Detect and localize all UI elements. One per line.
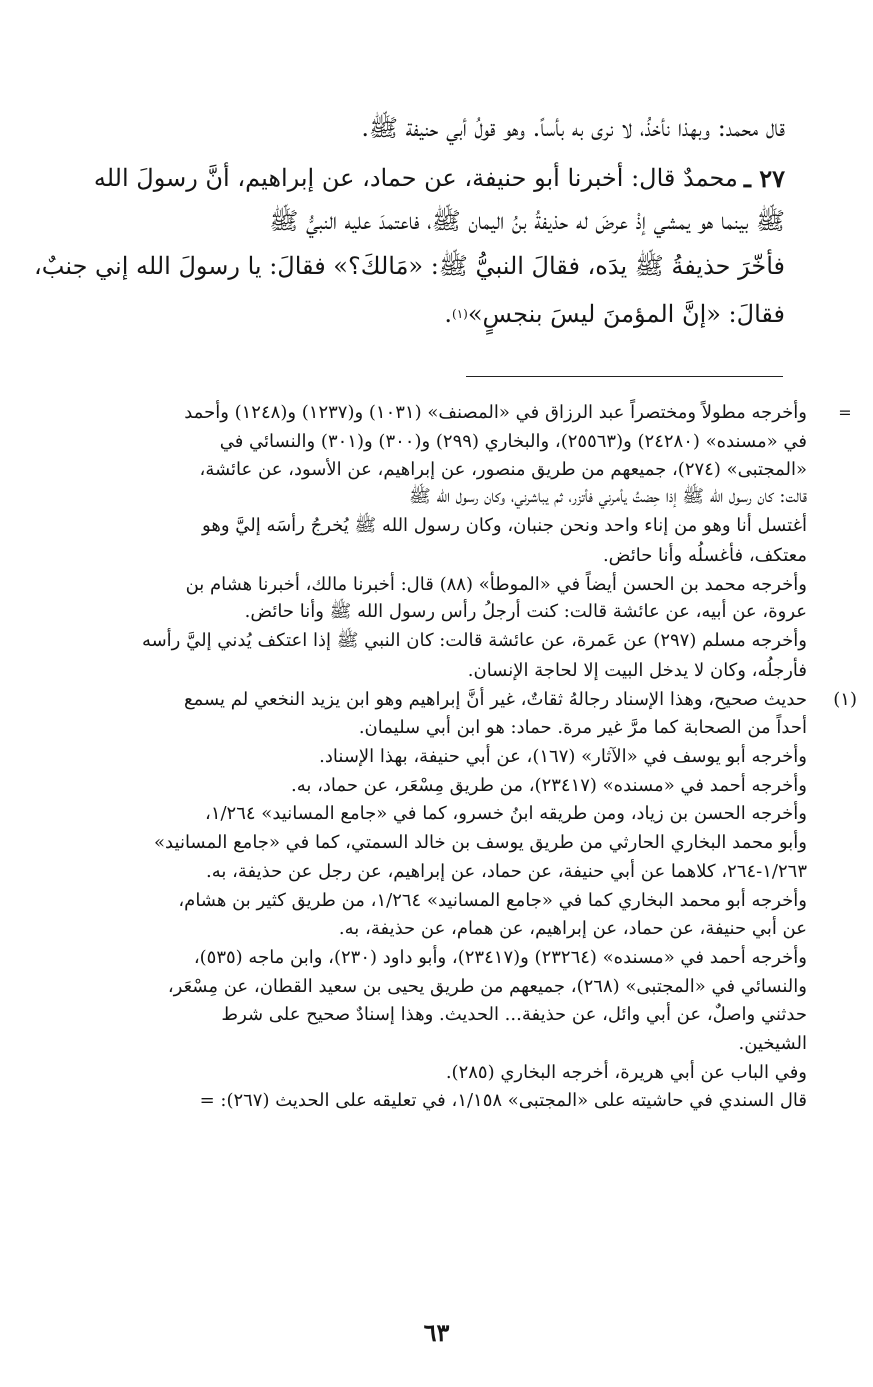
page-number: ٦٣ <box>423 1318 450 1347</box>
footnote-1-line <box>65 1029 807 1058</box>
footnote-text: حدثني واصلٌ، عن أبي وائل، عن حذيفة... الحديث. وهذا إسنادٌ صحيح على شرط <box>221 1004 807 1026</box>
footnote-text: الشيخين. <box>738 1032 807 1054</box>
footnote-text: وأخرجه أبو يوسف في «الآثار» (١٦٧)، عن أبي حنيفة، بهذا الإسناد. <box>319 746 807 768</box>
footnote-1-line <box>65 1058 807 1087</box>
footnote-cont-line <box>65 398 852 427</box>
footnote-text: وأبو محمد البخاري الحارثي من طريق يوسف بن خالد السمتي، كما في «جامع المسانيد» <box>154 832 807 854</box>
footnote-text: حديث صحيح، وهذا الإسناد رجالهُ ثقاتٌ، غير أنَّ إبراهيم وهو ابن يزيد النخعي لم يسمع <box>183 688 807 710</box>
footnote-1-line <box>65 972 807 1001</box>
footnote-text: وفي الباب عن أبي هريرة، أخرجه البخاري (٢٨٥). <box>445 1061 807 1083</box>
footnote-text: وأخرجه أبو محمد البخاري كما في «جامع المسانيد» ١/٢٦٤، من طريق كثير بن هشام، <box>178 889 807 911</box>
footnote-cont-line <box>65 628 807 657</box>
hadith-number: ٢٧ ـ <box>743 164 785 193</box>
footnote-text: قالت: كان رسول الله ﷺ إذا حِضتُ يأمرني فأتزر، ثم يباشرني، وكان رسول الله ﷺ <box>409 486 807 508</box>
footnote-text: أغتسل أنا وهو من إناء واحد ونحن جنبان، وكان رسول الله ﷺ يُخرجُ رأسَه إليَّ وهو <box>202 515 807 537</box>
footnote-text: وأخرجه أحمد في «مسنده» (٢٣٤١٧)، من طريق مِسْعَر، عن حماد، به. <box>291 774 807 796</box>
footnote-cont-line <box>65 484 807 513</box>
footnote-text: وأخرجه الحسن بن زياد، ومن طريقه ابنُ خسرو، كما في «جامع المسانيد» ١/٢٦٤، <box>205 803 807 825</box>
footnote-1-line <box>65 828 807 857</box>
footnote-1-line <box>65 685 857 714</box>
footnote-text: وأخرجه محمد بن الحسن أيضاً في «الموطأ» (٨٨) قال: أخبرنا مالك، أخبرنا هشام بن <box>185 573 807 595</box>
main-line-2 <box>65 156 785 201</box>
footnote-1-line <box>65 943 807 972</box>
main-line-5-end: . <box>444 299 452 328</box>
continuation-marker: = <box>838 402 852 422</box>
footnote-1-line <box>65 1087 807 1116</box>
footnote-1-line <box>65 714 807 743</box>
footnote-1-line <box>65 886 807 915</box>
footnote-text: وأخرجه أحمد في «مسنده» (٢٣٢٦٤) و(٢٣٤١٧)، وأبو داود (٢٣٠)، وابن ماجه (٥٣٥)، <box>193 946 807 968</box>
footnote-1-line <box>65 857 807 886</box>
main-line-4-text: فأخّرَ حذيفةُ ﷺ يدَه، فقالَ النبيُّ ﷺ: «مَالكَ؟» فقالَ: يا رسولَ الله إني جنبٌ، <box>34 252 785 280</box>
footnote-text: وأخرجه مسلم (٢٩٧) عن عَمرة، عن عائشة قالت: كان النبي ﷺ إذا اعتكف يُدني إليَّ رأسه <box>141 629 807 651</box>
footnote-1-line <box>65 771 807 800</box>
footnote-text: عروة، عن أبيه، عن عائشة قالت: كنت أرجلُ رأس رسول الله ﷺ وأنا حائض. <box>244 601 807 623</box>
footnote-1-line <box>65 742 807 771</box>
footnote-cont-line <box>65 427 807 456</box>
footnote-ref: (١) <box>452 306 468 321</box>
footnote-text: وأخرجه مطولاً ومختصراً عبد الرزاق في «المصنف» (١٠٣١) و(١٢٣٧) و(١٢٤٨) وأحمد <box>184 401 807 423</box>
footnote-text: قال السندي في حاشيته على «المجتبى» ١/١٥٨، في تعليقه على الحديث (٢٦٧): = <box>199 1090 807 1112</box>
main-line-4 <box>34 246 785 291</box>
footnote-separator <box>466 376 783 377</box>
footnote-text: فأرجلُه، وكان لا يدخل البيت إلا لحاجة الإنسان. <box>467 660 807 682</box>
main-line-1-text: قال محمد: وبهذا نأخذُ، لا نرى به بأساً. وهو قولُ أبي حنيفة ﷺ. <box>361 114 785 142</box>
footnote-1-line <box>65 800 807 829</box>
footnote-cont-line <box>65 656 807 685</box>
footnote-text: والنسائي في «المجتبى» (٢٦٨)، جميعهم من طريق يحيى بن سعيد القطان، عن مِسْعَر، <box>167 975 807 997</box>
main-line-3-text: ﷺ بينما هو يمشي إذْ عرضَ له حذيفةُ بنُ اليمان ﷺ، فاعتمدَ عليه النبيُّ ﷺ <box>269 207 785 235</box>
footnotes <box>65 398 857 1115</box>
main-line-5-text: فقالَ: «إنَّ المؤمنَ ليسَ بنجسٍ» <box>467 299 785 328</box>
footnote-text: عن أبي حنيفة، عن حماد، عن إبراهيم، عن همام، عن حذيفة، به. <box>338 918 807 940</box>
main-line-3 <box>65 201 785 246</box>
footnote-1-line <box>65 1000 807 1029</box>
footnote-text: في «مسنده» (٢٤٢٨٠) و(٢٥٥٦٣)، والبخاري (٢٩٩) و(٣٠٠) و(٣٠١) والنسائي في <box>219 430 807 452</box>
footnote-1-line <box>65 914 807 943</box>
footnote-cont-line <box>65 541 807 570</box>
main-text <box>34 108 785 336</box>
footnote-cont-line <box>65 570 807 599</box>
main-line-1 <box>65 108 785 148</box>
main-line-5 <box>65 291 785 336</box>
main-line-2-text: محمدٌ قال: أخبرنا أبو حنيفة، عن حماد، عن إبراهيم، أنَّ رسولَ الله <box>93 164 738 192</box>
footnote-text: أحداً من الصحابة كما مرَّ غير مرة. حماد: هو ابن أبي سليمان. <box>358 717 807 739</box>
main-line-2-wrap <box>94 164 785 193</box>
footnote-text: معتكف، فأغسلُه وأنا حائض. <box>602 545 807 567</box>
footnote-cont-line <box>65 455 807 484</box>
footnote-text: ١/٢٦٣-٢٦٤، كلاهما عن أبي حنيفة، عن حماد، عن إبراهيم، عن رجل عن حذيفة، به. <box>205 860 807 882</box>
footnote-cont-line <box>65 513 807 542</box>
footnote-1-number: (١) <box>833 688 857 710</box>
footnote-cont-line <box>65 599 807 628</box>
footnote-text: «المجتبى» (٢٧٤)، جميعهم من طريق منصور، عن إبراهيم، عن الأسود، عن عائشة، <box>199 459 807 481</box>
